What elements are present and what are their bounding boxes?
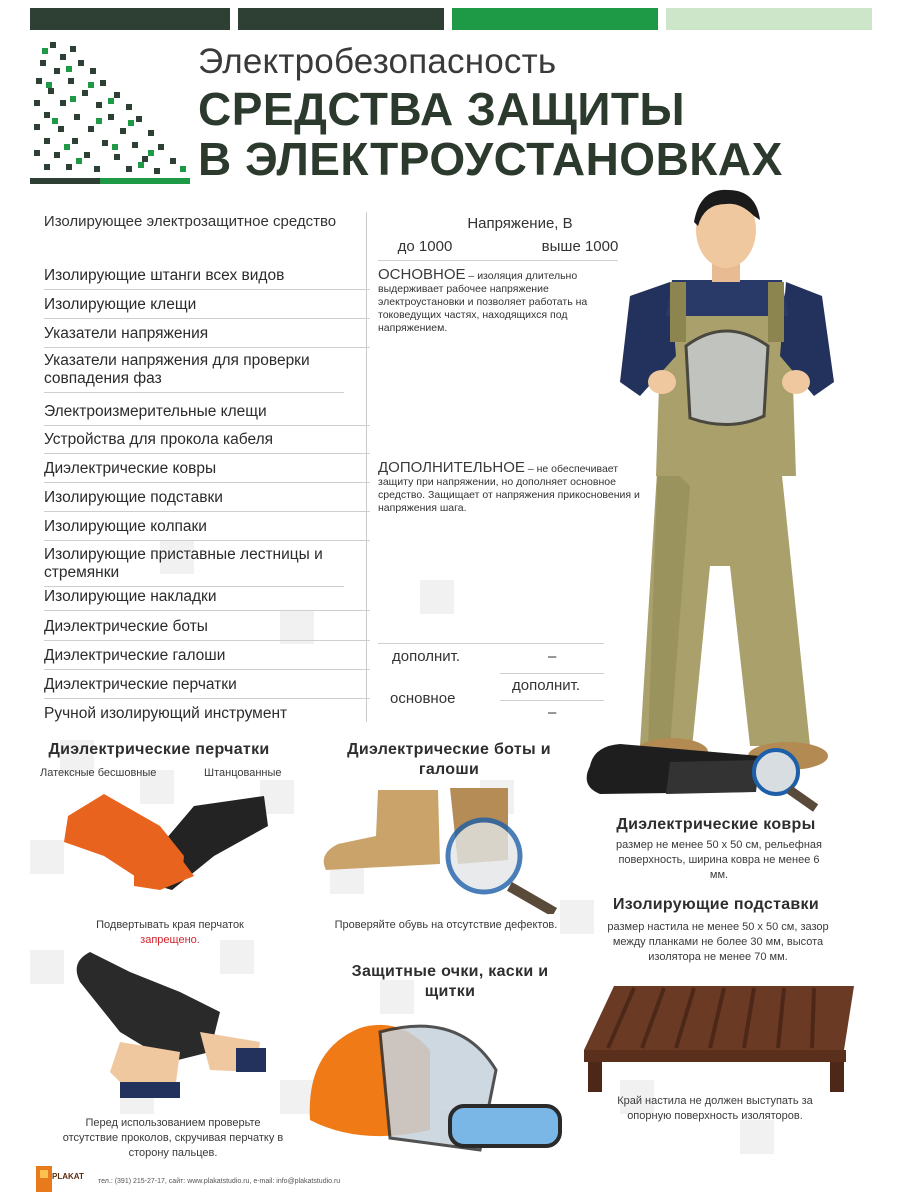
table-header-below-1000: до 1000 <box>397 238 453 255</box>
category-main <box>378 268 618 335</box>
table-row: Диэлектрические ковры <box>44 460 370 483</box>
top-bar-4 <box>666 8 872 30</box>
table-row: Изолирующие штанги всех видов <box>44 267 370 290</box>
table-row: Указатели напряжения <box>44 325 370 348</box>
gloves-section-title: Диэлектрические перчатки <box>48 741 270 758</box>
gloves-caption-fold-text: Подвертывать края перчаток <box>96 919 244 931</box>
carpets-text: размер не менее 50 х 50 см, рельефная поверхность, ширина ковра не менее 6 мм. <box>616 839 822 881</box>
table-row: Диэлектрические боты <box>44 618 370 641</box>
tool-above-value: – <box>548 704 557 721</box>
carpet-illustration <box>580 726 840 816</box>
glove-check-illustration <box>60 952 280 1102</box>
category-additional-title: ДОПОЛНИТЕЛЬНОЕ <box>378 459 525 476</box>
stands-section-title: Изолирующие подставки <box>612 896 820 913</box>
gloves-illustration <box>64 786 274 906</box>
table-row: Диэлектрические галоши <box>44 647 370 670</box>
gloves-caption-fold <box>60 918 280 948</box>
gloves-type-stamped: Штанцованные <box>204 767 282 779</box>
table-row: Ручной изолирующий инструмент <box>44 705 288 722</box>
table-row: Диэлектрические перчатки <box>44 676 370 699</box>
gloves-type-latex: Латексные бесшовные <box>40 767 157 779</box>
gloves-caption-forbidden: запрещено. <box>140 934 200 946</box>
row-line-tool <box>500 700 604 701</box>
mosaic-logo <box>30 38 190 186</box>
row-line-galoshes <box>378 643 604 644</box>
poster-title <box>198 84 783 184</box>
top-bar-2 <box>238 8 444 30</box>
gloves-above-value: дополнит. <box>512 677 581 694</box>
top-bar-1 <box>30 8 230 30</box>
galoshes-above-value: – <box>548 648 557 665</box>
footer-contacts: тел.: (391) 215-27-17, сайт: www.plakatstudio.ru, e-mail: info@plakatstudio.ru <box>98 1178 341 1185</box>
poster-title-line2: В ЭЛЕКТРОУСТАНОВКАХ <box>198 133 783 185</box>
table-row: Изолирующие накладки <box>44 588 370 611</box>
top-bar-3 <box>452 8 658 30</box>
table-row: Изолирующие подставки <box>44 489 370 512</box>
glasses-section-title: Защитные очки, каски и щитки <box>351 963 549 1000</box>
table-row: Изолирующие колпаки <box>44 518 370 541</box>
gloves-tool-below-value: основное <box>390 690 456 707</box>
table-row: Электроизмерительные клещи <box>44 403 370 426</box>
category-main-title: ОСНОВНОЕ <box>378 266 466 283</box>
plakat-brand: PLAKAT <box>52 1172 84 1181</box>
table-row: Указатели напряжения для проверки совпадения фаз <box>44 352 344 393</box>
boots-section-title: Диэлектрические боты и галоши <box>347 741 551 778</box>
category-additional-text: – не обеспечивает защиту при напряжении, но дополняет основное средство. Защищает от напряжения прикосновения и напряжения шага. <box>378 463 640 514</box>
poster-subtitle: Электробезопасность <box>198 42 557 81</box>
boots-illustration <box>318 784 578 914</box>
protective-gear-illustration <box>300 1010 568 1158</box>
table-header-above-1000: выше 1000 <box>541 238 619 255</box>
poster-title-line1: СРЕДСТВА ЗАЩИТЫ <box>198 83 686 135</box>
stands-caption: Край настила не должен выступать за опорную поверхность изоляторов. <box>617 1095 813 1122</box>
table-row: Устройства для прокола кабеля <box>44 431 370 454</box>
boots-caption: Проверяйте обувь на отсутствие дефектов. <box>334 919 558 931</box>
table-header-underline <box>378 260 618 261</box>
carpets-section-title: Диэлектрические ковры <box>616 816 816 833</box>
stand-illustration <box>574 980 864 1100</box>
row-line-gloves <box>500 673 604 674</box>
gloves-caption-check: Перед использованием проверьте отсутствие проколов, скручивая перчатку в сторону пальцев. <box>62 1117 284 1159</box>
galoshes-below-value: дополнит. <box>392 648 461 665</box>
table-row: Изолирующие клещи <box>44 296 370 319</box>
table-header-name: Изолирующее электрозащитное средство <box>43 213 337 230</box>
category-main-text: – изоляция длительно выдерживает рабочее напряжение электроустановки и позволяет работать на токоведущих частях, находящихся под напряжением. <box>378 270 588 334</box>
table-row: Изолирующие приставные лестницы и стремянки <box>44 546 344 587</box>
table-header-voltage: Напряжение, В <box>467 215 573 232</box>
worker-illustration <box>600 186 880 786</box>
stands-text: размер настила не менее 50 х 50 см, зазор между планками не более 30 мм, высота изолятора не менее 70 мм. <box>607 921 829 963</box>
